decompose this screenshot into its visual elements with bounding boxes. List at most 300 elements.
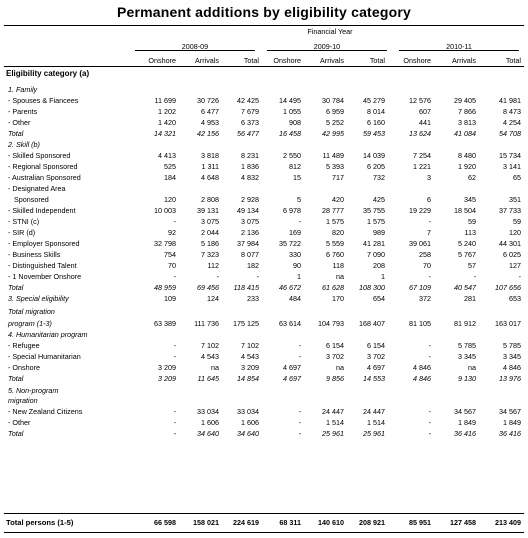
cell-value: 108 300 bbox=[359, 283, 385, 292]
cell-value: 175 125 bbox=[233, 319, 259, 328]
cell-value: 59 bbox=[513, 217, 521, 226]
row-label: - Other bbox=[8, 118, 31, 127]
cell-value: 345 bbox=[464, 195, 476, 204]
cell-value: - bbox=[298, 341, 301, 350]
cell-value: 6 bbox=[427, 195, 431, 204]
cell-value: 113 bbox=[464, 228, 476, 237]
table-row bbox=[0, 428, 528, 439]
column-header: Total bbox=[505, 56, 521, 65]
table-row bbox=[0, 172, 528, 183]
cell-value: 5 767 bbox=[458, 250, 476, 259]
cell-value: 11 699 bbox=[154, 96, 176, 105]
cell-value: 45 279 bbox=[363, 96, 385, 105]
cell-value: 5 393 bbox=[326, 162, 344, 171]
cell-value: 36 416 bbox=[499, 429, 521, 438]
cell-value: 37 733 bbox=[499, 206, 521, 215]
table-row bbox=[0, 95, 528, 106]
cell-value: - bbox=[428, 429, 431, 438]
table-row bbox=[0, 417, 528, 428]
cell-value: - bbox=[428, 352, 431, 361]
cell-value: 812 bbox=[289, 162, 301, 171]
cell-value: 35 722 bbox=[279, 239, 301, 248]
cell-value: 30 726 bbox=[197, 96, 219, 105]
cell-value: - bbox=[173, 429, 176, 438]
cell-value: - bbox=[256, 272, 259, 281]
cell-value: 1 836 bbox=[241, 162, 259, 171]
financial-year-header: Financial Year bbox=[307, 27, 353, 36]
row-label: - Spouses & Fiancees bbox=[8, 96, 79, 105]
cell-value: 37 984 bbox=[237, 239, 259, 248]
cell-value: 3 bbox=[427, 173, 431, 182]
cell-value: 3 075 bbox=[241, 217, 259, 226]
cell-value: 9 856 bbox=[326, 374, 344, 383]
cell-value: 4 953 bbox=[201, 118, 219, 127]
cell-value: 120 bbox=[509, 228, 521, 237]
cell-value: 34 640 bbox=[237, 429, 259, 438]
cell-value: 63 614 bbox=[279, 319, 301, 328]
cell-value: 330 bbox=[289, 250, 301, 259]
cell-value: 1 221 bbox=[413, 162, 431, 171]
table-row bbox=[0, 161, 528, 172]
column-header: Total bbox=[369, 56, 385, 65]
cell-value: 4 254 bbox=[503, 118, 521, 127]
cell-value: 258 bbox=[419, 250, 431, 259]
row-label: Total persons (1-5) bbox=[6, 518, 74, 527]
table-row bbox=[0, 84, 528, 95]
cell-value: 32 798 bbox=[154, 239, 176, 248]
row-label: 4. Humanitarian program bbox=[8, 330, 88, 339]
cell-value: 35 755 bbox=[363, 206, 385, 215]
cell-value: 1 606 bbox=[201, 418, 219, 427]
row-label: Total bbox=[8, 429, 24, 438]
cell-value: 1 514 bbox=[326, 418, 344, 427]
cell-value: 208 921 bbox=[359, 518, 385, 527]
cell-value: - bbox=[298, 407, 301, 416]
cell-value: 5 bbox=[297, 195, 301, 204]
row-label: Total bbox=[8, 283, 24, 292]
cell-value: 6 154 bbox=[367, 341, 385, 350]
cell-value: 6 205 bbox=[367, 162, 385, 171]
cell-value: 109 bbox=[164, 294, 176, 303]
cell-value: 3 702 bbox=[326, 352, 344, 361]
cell-value: 1 575 bbox=[326, 217, 344, 226]
cell-value: - bbox=[173, 341, 176, 350]
cell-value: 1 bbox=[381, 272, 385, 281]
cell-value: 34 567 bbox=[454, 407, 476, 416]
cell-value: 1 575 bbox=[367, 217, 385, 226]
row-label: - SIR (d) bbox=[8, 228, 36, 237]
cell-value: 5 785 bbox=[458, 341, 476, 350]
cell-value: 1 202 bbox=[158, 107, 176, 116]
cell-value: 8 480 bbox=[458, 151, 476, 160]
cell-value: 2 808 bbox=[201, 195, 219, 204]
cell-value: - bbox=[298, 352, 301, 361]
cell-value: 7 102 bbox=[201, 341, 219, 350]
cell-value: 7 bbox=[427, 228, 431, 237]
cell-value: 163 017 bbox=[495, 319, 521, 328]
row-label: - Designated Area bbox=[8, 184, 66, 193]
row-label: Sponsored bbox=[14, 195, 49, 204]
cell-value: 39 131 bbox=[197, 206, 219, 215]
cell-value: 1 920 bbox=[458, 162, 476, 171]
cell-value: 104 793 bbox=[318, 319, 344, 328]
cell-value: 68 311 bbox=[279, 518, 301, 527]
table-row bbox=[0, 194, 528, 205]
table-row bbox=[0, 395, 528, 406]
cell-value: 213 409 bbox=[495, 518, 521, 527]
table-row bbox=[0, 282, 528, 293]
row-label: 2. Skill (b) bbox=[8, 140, 40, 149]
cell-value: 33 034 bbox=[237, 407, 259, 416]
cell-value: 4 846 bbox=[413, 374, 431, 383]
table-row bbox=[0, 271, 528, 282]
cell-value: 5 240 bbox=[458, 239, 476, 248]
year-header-3: 2010-11 bbox=[446, 42, 472, 51]
cell-value: - bbox=[173, 418, 176, 427]
cell-value: 732 bbox=[373, 173, 385, 182]
table-row bbox=[0, 139, 528, 150]
cell-value: 42 995 bbox=[322, 129, 344, 138]
cell-value: 34 640 bbox=[197, 429, 219, 438]
cell-value: 10 003 bbox=[154, 206, 176, 215]
row-label: Total bbox=[8, 374, 24, 383]
cell-value: 25 961 bbox=[363, 429, 385, 438]
cell-value: 41 281 bbox=[363, 239, 385, 248]
cell-value: 7 090 bbox=[367, 250, 385, 259]
table-row bbox=[0, 128, 528, 139]
cell-value: 1 514 bbox=[367, 418, 385, 427]
table-row bbox=[0, 406, 528, 417]
cell-value: 16 458 bbox=[279, 129, 301, 138]
cell-value: 168 407 bbox=[359, 319, 385, 328]
row-label: - Onshore bbox=[8, 363, 40, 372]
cell-value: 4 846 bbox=[413, 363, 431, 372]
table-row bbox=[0, 249, 528, 260]
cell-value: 66 598 bbox=[154, 518, 176, 527]
cell-value: 62 bbox=[468, 173, 476, 182]
cell-value: 908 bbox=[289, 118, 301, 127]
cell-value: 49 134 bbox=[237, 206, 259, 215]
cell-value: 717 bbox=[332, 173, 344, 182]
cell-value: 120 bbox=[164, 195, 176, 204]
cell-value: 8 077 bbox=[241, 250, 259, 259]
cell-value: 184 bbox=[164, 173, 176, 182]
cell-value: 1 849 bbox=[458, 418, 476, 427]
cell-value: 140 610 bbox=[318, 518, 344, 527]
cell-value: 224 619 bbox=[233, 518, 259, 527]
cell-value: 6 477 bbox=[201, 107, 219, 116]
cell-value: 46 672 bbox=[279, 283, 301, 292]
column-header: Onshore bbox=[403, 56, 431, 65]
cell-value: 127 bbox=[509, 261, 521, 270]
row-label: program (1-3) bbox=[8, 319, 52, 328]
cell-value: 754 bbox=[164, 250, 176, 259]
cell-value: 4 543 bbox=[241, 352, 259, 361]
row-label: - Employer Sponsored bbox=[8, 239, 80, 248]
table-row bbox=[0, 318, 528, 329]
cell-value: 13 976 bbox=[499, 374, 521, 383]
cell-value: 3 209 bbox=[158, 363, 176, 372]
cell-value: 208 bbox=[373, 261, 385, 270]
cell-value: 67 109 bbox=[409, 283, 431, 292]
table-row bbox=[0, 238, 528, 249]
row-label: 1. Family bbox=[8, 85, 38, 94]
table-row bbox=[0, 150, 528, 161]
cell-value: 3 209 bbox=[158, 374, 176, 383]
cell-value: 6 154 bbox=[326, 341, 344, 350]
cell-value: 65 bbox=[513, 173, 521, 182]
row-label: - Australian Sponsored bbox=[8, 173, 81, 182]
cell-value: 9 130 bbox=[458, 374, 476, 383]
cell-value: 41 084 bbox=[454, 129, 476, 138]
cell-value: 29 405 bbox=[454, 96, 476, 105]
cell-value: 170 bbox=[332, 294, 344, 303]
cell-value: 11 645 bbox=[197, 374, 219, 383]
cell-value: 4 697 bbox=[283, 363, 301, 372]
row-label: 5. Non-program bbox=[8, 386, 59, 395]
cell-value: 19 229 bbox=[409, 206, 431, 215]
cell-value: 41 981 bbox=[499, 96, 521, 105]
cell-value: 525 bbox=[164, 162, 176, 171]
cell-value: 182 bbox=[247, 261, 259, 270]
table-row bbox=[0, 205, 528, 216]
cell-value: 4 648 bbox=[201, 173, 219, 182]
row-label: Eligibility category (a) bbox=[6, 69, 90, 78]
cell-value: 3 141 bbox=[503, 162, 521, 171]
cell-value: 81 105 bbox=[409, 319, 431, 328]
cell-value: 7 323 bbox=[201, 250, 219, 259]
row-label: - Special Humanitarian bbox=[8, 352, 81, 361]
year-header-2: 2009-10 bbox=[313, 42, 341, 51]
cell-value: 2 928 bbox=[241, 195, 259, 204]
cell-value: 3 209 bbox=[241, 363, 259, 372]
cell-value: - bbox=[518, 272, 521, 281]
table-row bbox=[0, 260, 528, 271]
table-title: Permanent additions by eligibility category bbox=[116, 4, 412, 20]
table-row bbox=[0, 340, 528, 351]
cell-value: 24 447 bbox=[363, 407, 385, 416]
cell-value: 5 559 bbox=[326, 239, 344, 248]
cell-value: 372 bbox=[419, 294, 431, 303]
column-header: Onshore bbox=[273, 56, 301, 65]
row-label: Total migration bbox=[8, 307, 55, 316]
cell-value: 3 345 bbox=[458, 352, 476, 361]
table-row bbox=[0, 351, 528, 362]
cell-value: 127 458 bbox=[450, 518, 476, 527]
row-label: - Refugee bbox=[8, 341, 40, 350]
cell-value: 233 bbox=[247, 294, 259, 303]
cell-value: 70 bbox=[423, 261, 431, 270]
cell-value: 34 567 bbox=[499, 407, 521, 416]
bottom-rule bbox=[4, 532, 524, 533]
cell-value: 3 813 bbox=[458, 118, 476, 127]
cell-value: 484 bbox=[289, 294, 301, 303]
cell-value: 118 bbox=[332, 261, 344, 270]
cell-value: 6 959 bbox=[326, 107, 344, 116]
cell-value: 5 785 bbox=[503, 341, 521, 350]
cell-value: 4 413 bbox=[158, 151, 176, 160]
cell-value: 36 416 bbox=[454, 429, 476, 438]
cell-value: 42 156 bbox=[197, 129, 219, 138]
cell-value: 607 bbox=[419, 107, 431, 116]
cell-value: 63 389 bbox=[154, 319, 176, 328]
cell-value: 33 034 bbox=[197, 407, 219, 416]
row-label: - STNI (c) bbox=[8, 217, 40, 226]
cell-value: - bbox=[428, 272, 431, 281]
cell-value: 5 252 bbox=[326, 118, 344, 127]
cell-value: 59 bbox=[468, 217, 476, 226]
row-label: Total bbox=[8, 129, 24, 138]
cell-value: 989 bbox=[373, 228, 385, 237]
cell-value: 61 628 bbox=[322, 283, 344, 292]
cell-value: 18 504 bbox=[454, 206, 476, 215]
cell-value: 44 301 bbox=[499, 239, 521, 248]
cell-value: 441 bbox=[419, 118, 431, 127]
cell-value: - bbox=[173, 217, 176, 226]
cell-value: 8 231 bbox=[241, 151, 259, 160]
table-row bbox=[0, 183, 528, 194]
cell-value: 420 bbox=[332, 195, 344, 204]
row-label: - 1 November Onshore bbox=[8, 272, 82, 281]
cell-value: 7 679 bbox=[241, 107, 259, 116]
cell-value: - bbox=[298, 418, 301, 427]
cell-value: 12 576 bbox=[409, 96, 431, 105]
bottom-rule-top bbox=[4, 513, 524, 514]
cell-value: na bbox=[468, 363, 476, 372]
row-label: 3. Special eligibility bbox=[8, 294, 69, 303]
row-label: - Skilled Independent bbox=[8, 206, 76, 215]
cell-value: na bbox=[211, 363, 219, 372]
cell-value: 2 550 bbox=[283, 151, 301, 160]
cell-value: 118 415 bbox=[233, 283, 259, 292]
cell-value: 2 044 bbox=[201, 228, 219, 237]
cell-value: 1 849 bbox=[503, 418, 521, 427]
cell-value: 14 039 bbox=[363, 151, 385, 160]
column-header: Onshore bbox=[148, 56, 176, 65]
row-label: - Parents bbox=[8, 107, 38, 116]
cell-value: 14 553 bbox=[363, 374, 385, 383]
cell-value: 85 951 bbox=[409, 518, 431, 527]
cell-value: - bbox=[173, 352, 176, 361]
row-label: migration bbox=[8, 396, 38, 405]
cell-value: - bbox=[428, 418, 431, 427]
row-label: - Other bbox=[8, 418, 31, 427]
cell-value: 15 bbox=[293, 173, 301, 182]
cell-value: - bbox=[173, 272, 176, 281]
cell-value: 81 912 bbox=[454, 319, 476, 328]
row-label: - Skilled Sponsored bbox=[8, 151, 71, 160]
cell-value: 59 453 bbox=[363, 129, 385, 138]
cell-value: 6 025 bbox=[503, 250, 521, 259]
cell-value: 69 456 bbox=[197, 283, 219, 292]
cell-value: 4 832 bbox=[241, 173, 259, 182]
column-header: Arrivals bbox=[195, 56, 219, 65]
cell-value: 24 447 bbox=[322, 407, 344, 416]
cell-value: 3 075 bbox=[201, 217, 219, 226]
table-row bbox=[0, 117, 528, 128]
cell-value: 112 bbox=[207, 261, 219, 270]
cell-value: - bbox=[298, 217, 301, 226]
cell-value: 54 708 bbox=[499, 129, 521, 138]
cell-value: 169 bbox=[289, 228, 301, 237]
year-header-1: 2008-09 bbox=[181, 42, 209, 51]
cell-value: 1 bbox=[297, 272, 301, 281]
column-header: Arrivals bbox=[452, 56, 476, 65]
cell-value: 11 489 bbox=[322, 151, 344, 160]
cell-value: 28 777 bbox=[322, 206, 344, 215]
table-row bbox=[0, 362, 528, 373]
cell-value: 14 321 bbox=[154, 129, 176, 138]
cell-value: 3 818 bbox=[201, 151, 219, 160]
cell-value: 7 254 bbox=[413, 151, 431, 160]
row-label: - Business Skills bbox=[8, 250, 61, 259]
table-row bbox=[0, 106, 528, 117]
cell-value: 4 697 bbox=[367, 363, 385, 372]
column-header: Arrivals bbox=[320, 56, 344, 65]
cell-value: 39 061 bbox=[409, 239, 431, 248]
cell-value: 14 854 bbox=[237, 374, 259, 383]
cell-value: 57 bbox=[468, 261, 476, 270]
row-label: - New Zealand Citizens bbox=[8, 407, 83, 416]
cell-value: 3 702 bbox=[367, 352, 385, 361]
table-row bbox=[0, 227, 528, 238]
row-label: - Distinguished Talent bbox=[8, 261, 77, 270]
cell-value: - bbox=[428, 217, 431, 226]
cell-value: 7 102 bbox=[241, 341, 259, 350]
cell-value: 3 345 bbox=[503, 352, 521, 361]
table-row bbox=[0, 373, 528, 384]
cell-value: 6 160 bbox=[367, 118, 385, 127]
cell-value: 15 734 bbox=[499, 151, 521, 160]
cell-value: 42 425 bbox=[237, 96, 259, 105]
cell-value: 281 bbox=[464, 294, 476, 303]
cell-value: 8 014 bbox=[367, 107, 385, 116]
cell-value: 7 866 bbox=[458, 107, 476, 116]
cell-value: 4 846 bbox=[503, 363, 521, 372]
table-row bbox=[0, 68, 528, 79]
table-row bbox=[0, 216, 528, 227]
cell-value: 13 624 bbox=[409, 129, 431, 138]
cell-value: 351 bbox=[509, 195, 521, 204]
cell-value: 4 697 bbox=[283, 374, 301, 383]
cell-value: 92 bbox=[168, 228, 176, 237]
cell-value: 1 606 bbox=[241, 418, 259, 427]
table-row bbox=[0, 329, 528, 340]
cell-value: 6 760 bbox=[326, 250, 344, 259]
cell-value: - bbox=[298, 429, 301, 438]
cell-value: 158 021 bbox=[193, 518, 219, 527]
cell-value: 25 961 bbox=[322, 429, 344, 438]
cell-value: 4 543 bbox=[201, 352, 219, 361]
cell-value: - bbox=[473, 272, 476, 281]
cell-value: 820 bbox=[332, 228, 344, 237]
cell-value: 6 373 bbox=[241, 118, 259, 127]
table-row bbox=[0, 293, 528, 304]
column-header: Total bbox=[243, 56, 259, 65]
cell-value: 425 bbox=[373, 195, 385, 204]
cell-value: 8 473 bbox=[503, 107, 521, 116]
cell-value: 14 495 bbox=[279, 96, 301, 105]
cell-value: na bbox=[336, 363, 344, 372]
cell-value: 1 055 bbox=[283, 107, 301, 116]
cell-value: 90 bbox=[293, 261, 301, 270]
cell-value: 40 547 bbox=[454, 283, 476, 292]
cell-value: 2 136 bbox=[241, 228, 259, 237]
cell-value: 653 bbox=[509, 294, 521, 303]
cell-value: 111 736 bbox=[194, 319, 219, 328]
row-label: - Regional Sponsored bbox=[8, 162, 78, 171]
cell-value: 70 bbox=[168, 261, 176, 270]
